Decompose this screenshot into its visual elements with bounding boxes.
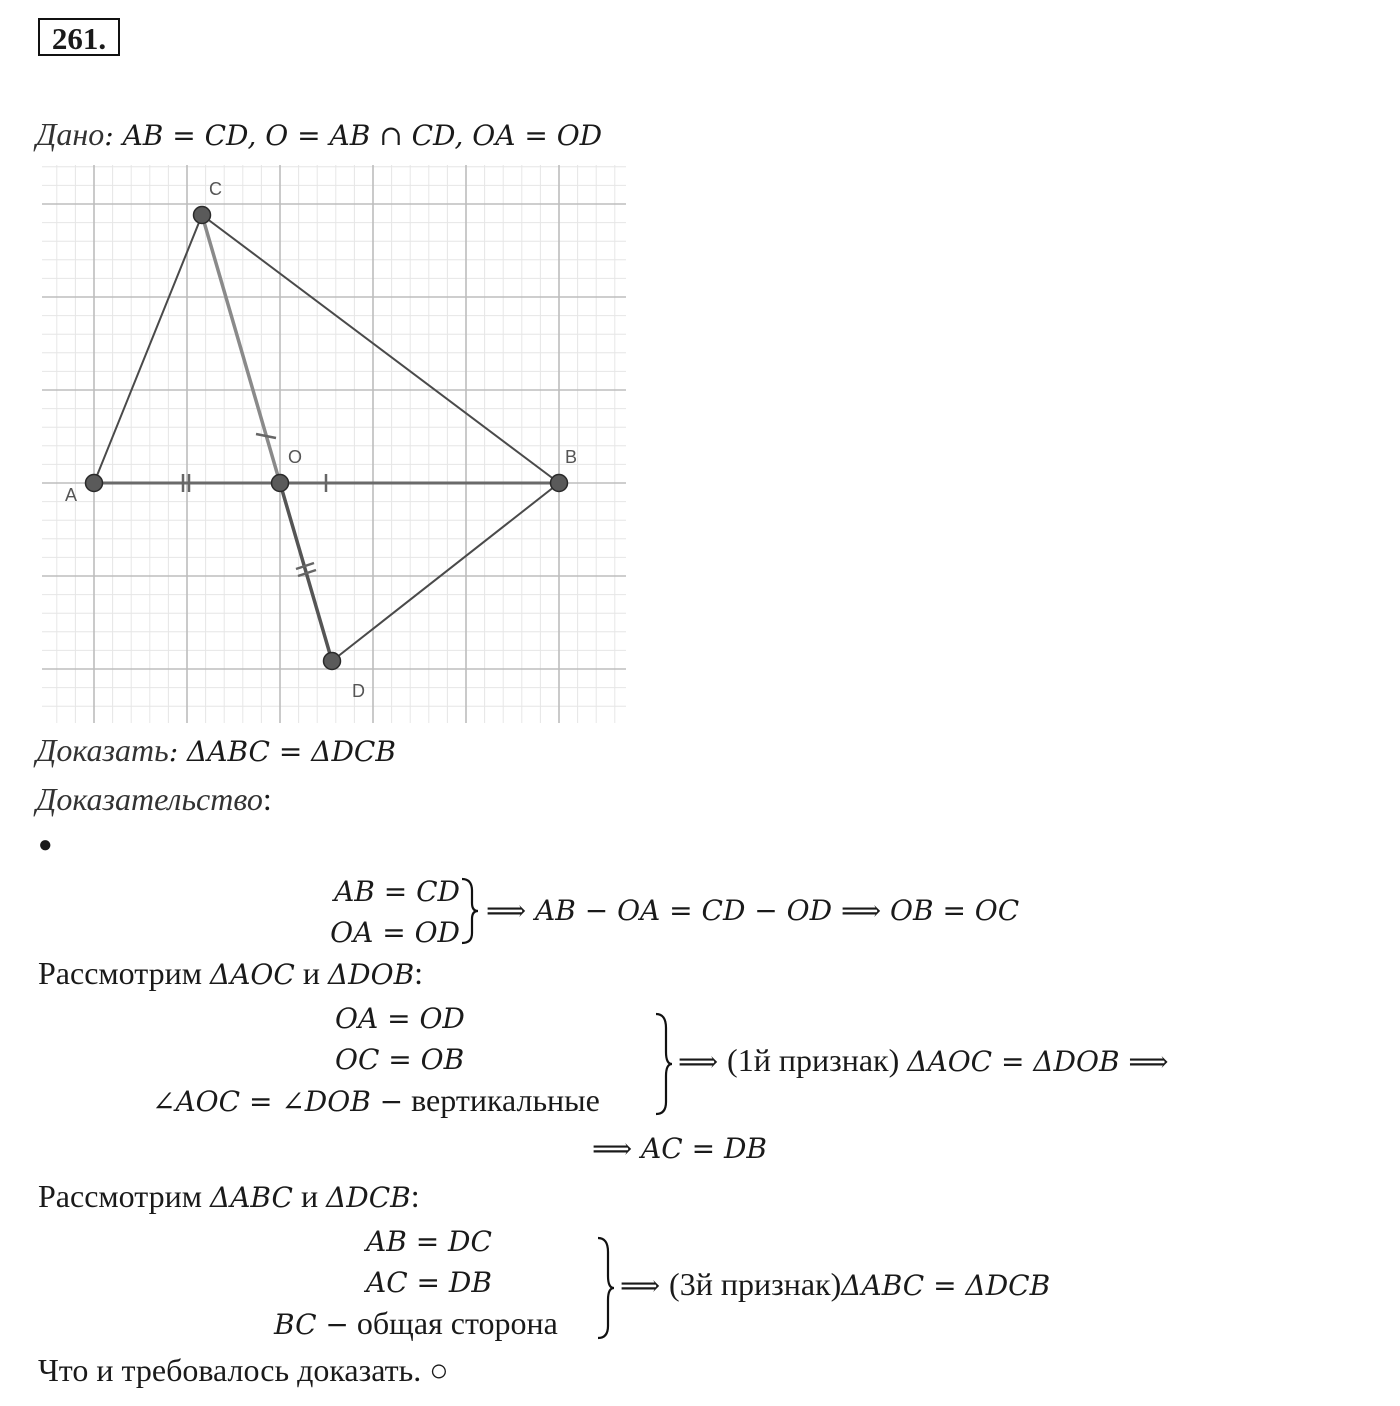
consider1-text3: : bbox=[414, 955, 424, 991]
prove-statement: : ΔABC = ΔDCB bbox=[168, 735, 396, 768]
consider2-line bbox=[38, 1178, 420, 1215]
step3-line1: AB = DC bbox=[366, 1225, 492, 1258]
label-o: O bbox=[288, 447, 303, 467]
step3-brace bbox=[594, 1234, 618, 1347]
grid bbox=[42, 165, 626, 723]
step1-result: ⟹ AB − OA = CD − OD ⟹ OB = OC bbox=[486, 894, 1020, 927]
geometry-figure bbox=[42, 165, 626, 723]
step2-result-arrow: ⟹ bbox=[678, 1045, 728, 1078]
step3-result-arrow: ⟹ bbox=[620, 1269, 670, 1302]
step2-line2: OC = OB bbox=[335, 1043, 465, 1076]
step3-line2: AC = DB bbox=[366, 1266, 492, 1299]
step2-line3 bbox=[152, 1082, 600, 1119]
step3-result-math: ΔABC = ΔDCB bbox=[841, 1269, 1051, 1302]
consider1-line bbox=[38, 955, 423, 992]
segment-cb bbox=[202, 215, 559, 483]
proof-label-line bbox=[36, 781, 272, 818]
bullet: ● bbox=[38, 832, 53, 858]
segment-od bbox=[280, 483, 332, 661]
step2-brace bbox=[652, 1010, 676, 1123]
segment-bd bbox=[332, 483, 559, 661]
step1-line1: AB = CD bbox=[334, 875, 460, 908]
point-o bbox=[272, 475, 289, 492]
label-a: A bbox=[65, 485, 78, 505]
label-b: B bbox=[565, 447, 578, 467]
segment-ac bbox=[94, 215, 202, 483]
points bbox=[86, 207, 568, 670]
qed-line: Что и требовалось доказать. ○ bbox=[38, 1352, 449, 1388]
step3-line3 bbox=[274, 1305, 558, 1342]
step1-line2: OA = OD bbox=[330, 916, 460, 949]
step2-line3-text: вертикальные bbox=[403, 1082, 600, 1118]
given-label: Дано bbox=[36, 116, 105, 152]
step1-brace bbox=[458, 875, 482, 952]
step3-result-text: (3й признак) bbox=[669, 1266, 842, 1302]
point-d bbox=[324, 653, 341, 670]
consider2-text2: и bbox=[292, 1178, 327, 1214]
step2-conclusion: ⟹ AC = DB bbox=[592, 1132, 767, 1165]
tick-marks bbox=[183, 434, 326, 576]
step2-result-text: (1й признак) bbox=[727, 1042, 908, 1078]
step2-result-math: ΔAOC = ΔDOB ⟹ bbox=[907, 1045, 1169, 1078]
step3-result bbox=[620, 1266, 1050, 1303]
given-line bbox=[36, 116, 602, 153]
label-d: D bbox=[352, 681, 365, 701]
prove-label: Доказать bbox=[36, 732, 169, 768]
consider2-math2: ΔDCB bbox=[326, 1181, 411, 1214]
step2-line1: OA = OD bbox=[335, 1002, 465, 1035]
consider2-math1: ΔABC bbox=[209, 1181, 293, 1214]
problem-number: 261. bbox=[38, 18, 120, 56]
point-a bbox=[86, 475, 103, 492]
step3-line3-math: BC − bbox=[274, 1308, 349, 1341]
consider2-text1: Рассмотрим bbox=[38, 1178, 210, 1214]
step3-line3-text: общая сторона bbox=[348, 1305, 558, 1341]
given-statement: : AB = CD, O = AB ∩ CD, OA = OD bbox=[104, 119, 603, 152]
consider1-text2: и bbox=[294, 955, 328, 991]
consider2-text3: : bbox=[410, 1178, 420, 1214]
point-b bbox=[551, 475, 568, 492]
segment-co bbox=[202, 215, 280, 483]
label-c: C bbox=[209, 179, 222, 199]
prove-line bbox=[36, 732, 396, 769]
step2-line3-math: ∠AOC = ∠DOB − bbox=[152, 1085, 404, 1118]
consider1-math2: ΔDOB bbox=[327, 958, 415, 991]
proof-colon: : bbox=[262, 781, 272, 817]
consider1-math1: ΔAOC bbox=[209, 958, 295, 991]
point-c bbox=[194, 207, 211, 224]
proof-label: Доказательство bbox=[36, 781, 263, 817]
triangle-lines bbox=[94, 215, 559, 661]
consider1-text1: Рассмотрим bbox=[38, 955, 210, 991]
step2-result bbox=[678, 1042, 1169, 1079]
